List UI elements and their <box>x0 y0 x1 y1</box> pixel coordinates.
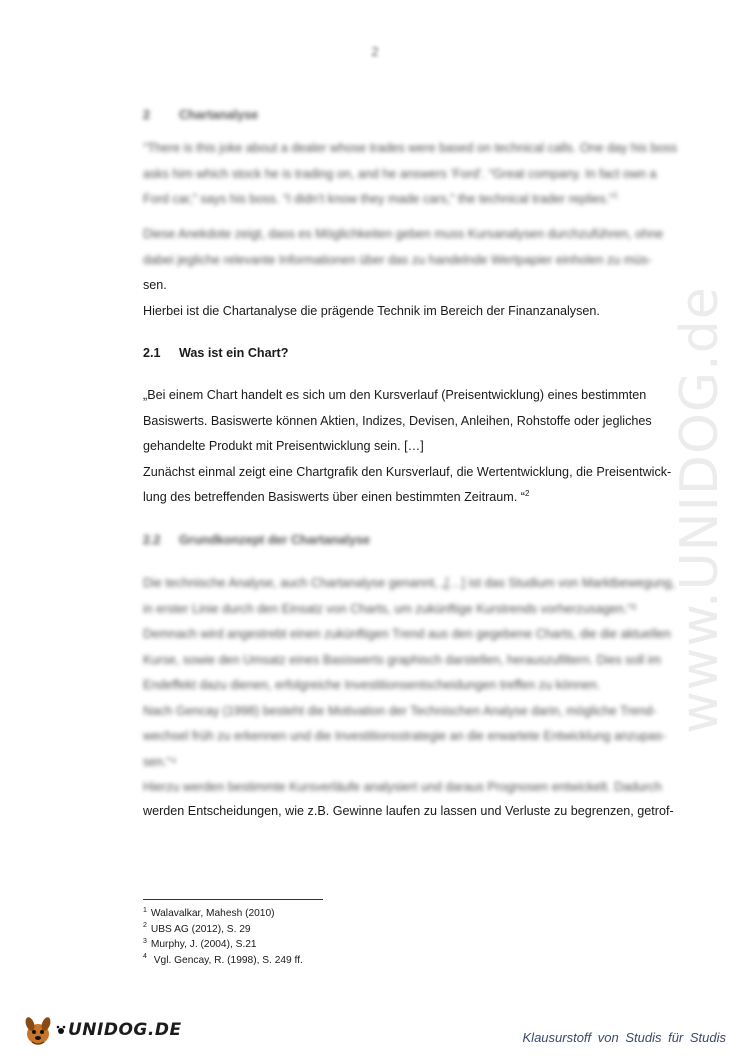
section-heading-2-1: 2.1 Was ist ein Chart? <box>143 346 289 360</box>
concept-paragraph-blurred: Die technische Analyse, auch Chartanalyse genannt, „[…] ist das Studium von Marktbewegung, in erster Linie durch den Einsatz von Charts, um zukünftige Kurstrends vorherzusagen.“³ Demnach wird angestrebt einen zukünftigen Trend aus den gegebene Charts, die die aktuellen Kurse, sowie den Umsatz eines Basiswerts graphisch darstellen, herauszufiltern. Dies soll im Endeffekt dazu dienen, erfolgreiche Investitionsentscheidungen treffen zu können. Nach Gencay (1998) besteht die Motivation der Technischen Analyse darin, mögliche Trend- wechsel früh zu erkennen und die Investitionsstrategie an die erwartete Entwicklung anzupas- sen.“⁴ Hierzu werden bestimmte Kursverläufe analysiert und daraus Prognosen entwickelt. Dadurch <box>143 576 676 794</box>
page-number: 2 <box>371 44 379 59</box>
footnote-3: $^3$ Murphy, J. (2004), S.21 <box>143 937 257 950</box>
paw-icon <box>56 1025 66 1035</box>
tagline: Klausurstoff von Studis für Studis <box>522 1030 726 1045</box>
concept-paragraph-last-line: werden Entscheidungen, wie z.B. Gewinne laufen zu lassen und Verluste zu begrenzen, getrof- <box>143 804 674 818</box>
footnote-2: $^2$ UBS AG (2012), S. 29 <box>143 922 251 935</box>
footnote-separator <box>143 899 323 900</box>
anecdote-paragraph-blurred: Diese Anekdote zeigt, dass es Möglichkeiten geben muss Kursanalysen durchzuführen, ohne dabei jegliche relevante Informationen über das zu handelnde Wertpapier einholen zu müs- <box>143 227 664 267</box>
footnote-1: $^1$ Walavalkar, Mahesh (2010) <box>143 906 275 919</box>
chart-definition-quote: „Bei einem Chart handelt es sich um den Kursverlauf (Preisentwicklung) eines bestimmten Basiswerts. Basiswerte können Aktien, Indizes, Devisen, Anleihen, Rohstoffe oder jegliches gehandelte Produkt mit Preisentwicklung sein. […] Zunächst einmal zeigt eine Chartgrafik den Kursverlauf, die Wertentwicklung, die Preisentwick- lung des betreffenden Basiswerts über einen bestimmten Zeitraum. “$^2$ <box>143 388 672 504</box>
section-heading-2-2: 2.2 Grundkonzept der Chartanalyse <box>143 533 371 547</box>
anecdote-paragraph: sen. Hierbei ist die Chartanalyse die prägende Technik im Bereich der Finanzanalysen. <box>143 278 600 318</box>
footnote-4: $^4$ Vgl. Gencay, R. (1998), S. 249 ff. <box>143 953 303 966</box>
section-heading-2: 2 Chartanalyse <box>143 108 259 122</box>
intro-quote: “There is this joke about a dealer whose trades were based on technical calls. One day his boss asks him which stock he is trading on, and he answers ‘Ford’. “Great company. In fact own a Ford car,” says his boss. “I didn’t know they made cars,” the technical trader replies.”$^1$ <box>143 141 678 206</box>
footnotes <box>143 906 303 968</box>
unidog-logo[interactable]: UNIDOG.DE <box>20 1010 182 1050</box>
dog-mascot-icon <box>20 1012 56 1048</box>
